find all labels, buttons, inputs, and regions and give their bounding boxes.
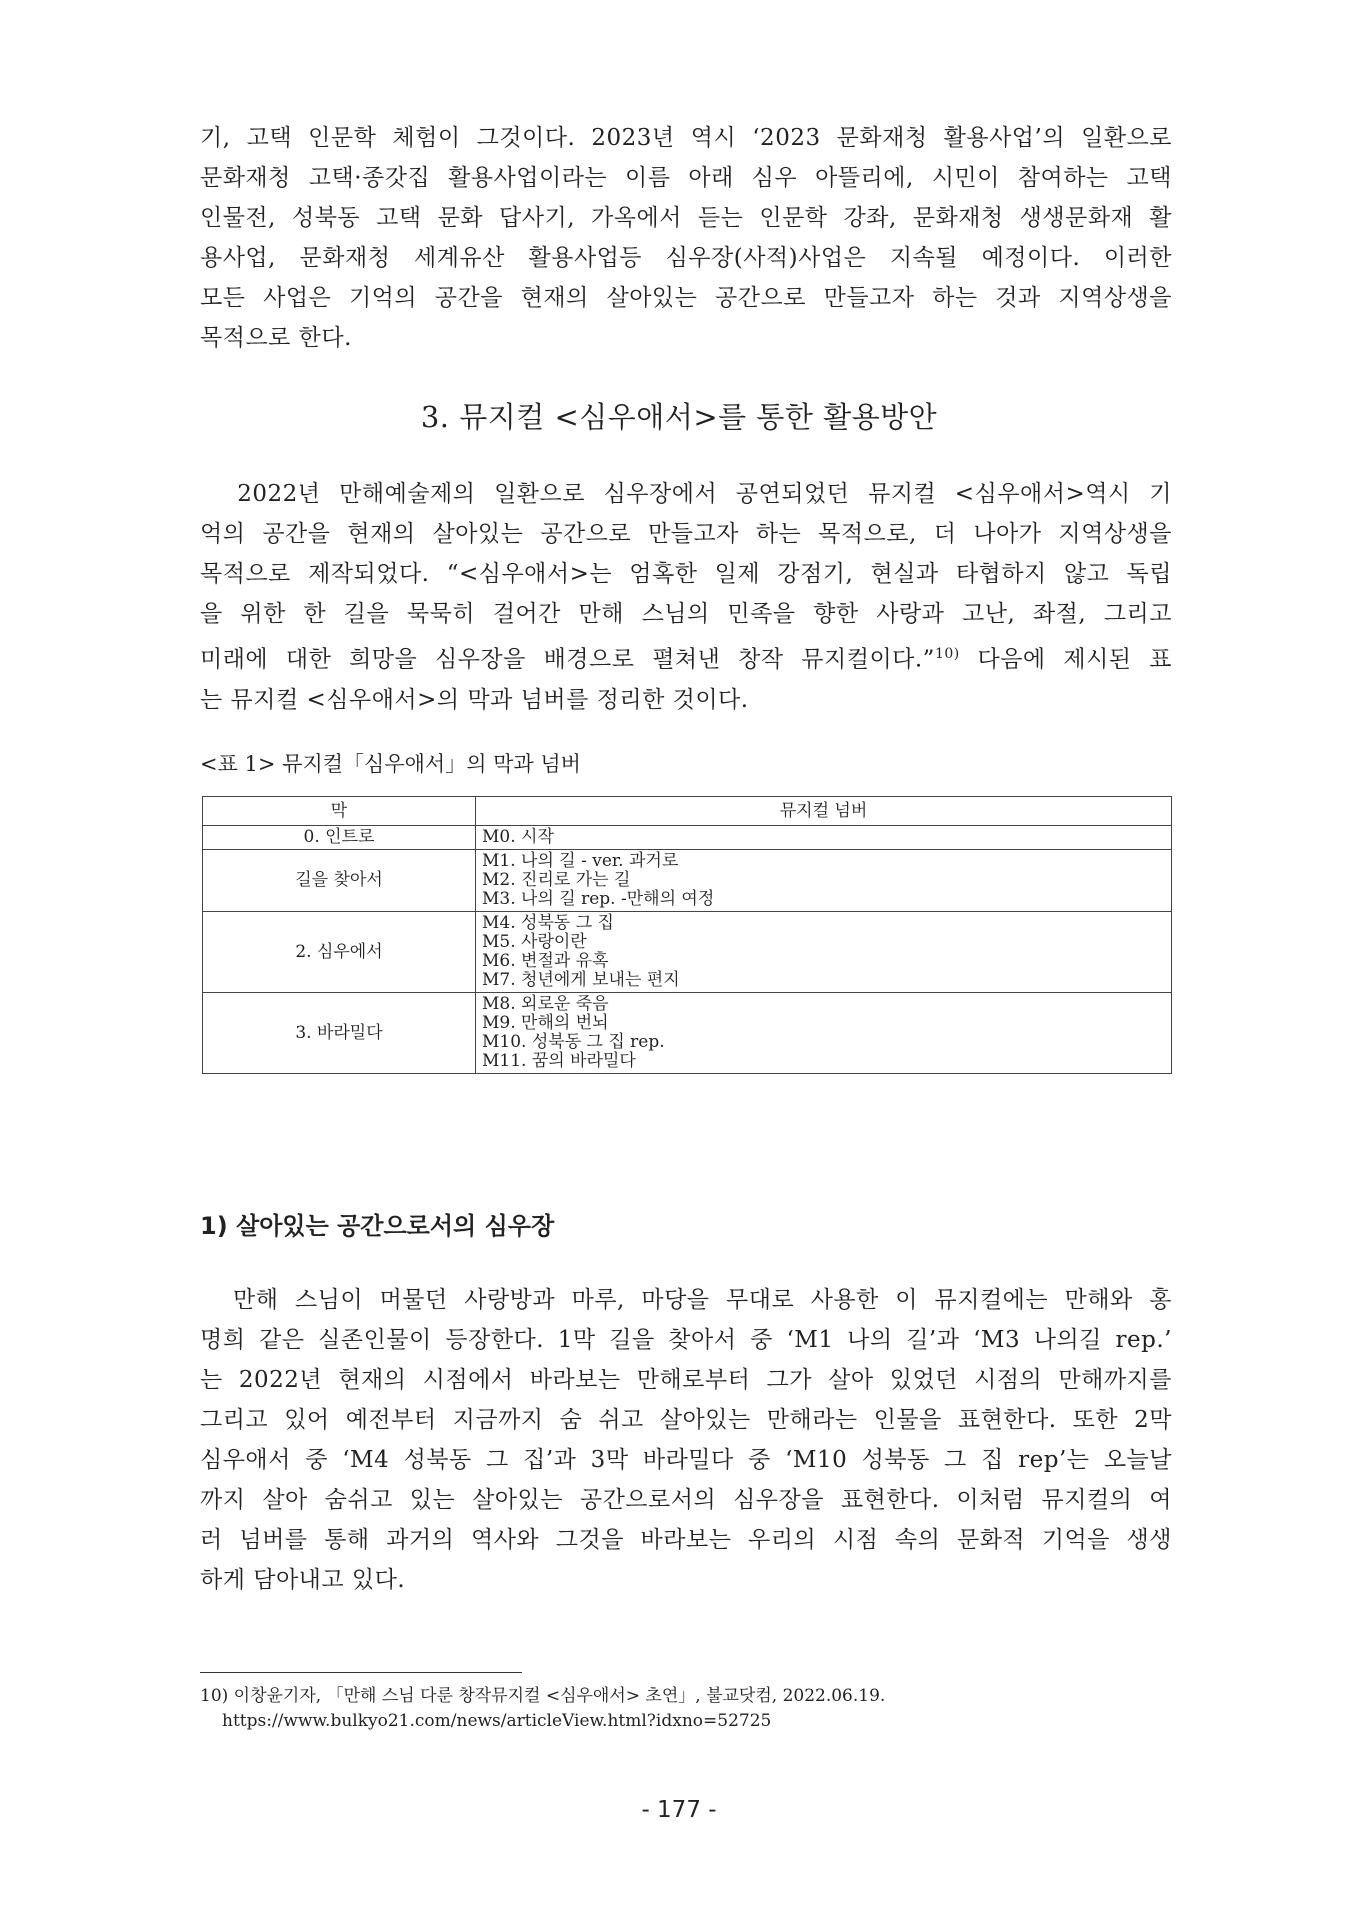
subsection-paragraph — [200, 1280, 1172, 1600]
text-line: 문화재청 고택·종갓집 활용사업이라는 이름 아래 심우 아뜰리에, 시민이 참여하는 고택 — [200, 165, 1172, 191]
number-item: M6. 변절과 유혹 — [482, 951, 609, 971]
number-item: M3. 나의 길 rep. -만해의 여정 — [482, 889, 715, 909]
number-item: M0. 시작 — [482, 827, 554, 847]
act-cell: 3. 바라밀다 — [203, 993, 476, 1074]
number-item: M1. 나의 길 - ver. 과거로 — [482, 851, 679, 871]
header-numbers: 뮤지컬 넘버 — [476, 797, 1172, 826]
table-row — [203, 993, 1172, 1074]
text-line: 목적으로 한다. — [200, 325, 352, 351]
text-line: 을 위한 한 길을 묵묵히 걸어간 만해 스님의 민족을 향한 사랑과 고난, 좌절, 그리고 — [200, 601, 1172, 627]
table-row — [203, 850, 1172, 912]
footnote — [200, 1684, 1180, 1734]
number-item: M7. 청년에게 보내는 편지 — [482, 970, 680, 990]
numbers-cell — [476, 912, 1172, 993]
subsection-heading: 1) 살아있는 공간으로서의 심우장 — [200, 1212, 555, 1240]
number-item: M8. 외로운 죽음 — [482, 994, 609, 1014]
line-tail: 다음에 제시된 표 — [959, 646, 1172, 673]
text-line: 하게 담아내고 있다. — [200, 1567, 406, 1593]
table-caption: <표 1> 뮤지컬「심우애서」의 막과 넘버 — [200, 752, 581, 776]
footnote-text: 10) 이창윤기자, 「만해 스님 다룬 창작뮤지컬 <심우애서> 초연」, 불교닷컴, 2022.06.19. — [200, 1686, 886, 1706]
text-line: 러 넘버를 통해 과거의 역사와 그것을 바라보는 우리의 시점 속의 문화적 기억을 생생 — [200, 1527, 1172, 1553]
text-line: 명희 같은 실존인물이 등장한다. 1막 길을 찾아서 중 ‘M1 나의 길’과 ‘M3 나의길 rep.’ — [200, 1327, 1172, 1353]
text-line: 기, 고택 인문학 체험이 그것이다. 2023년 역시 ‘2023 문화재청 활용사업’의 일환으로 — [200, 125, 1172, 151]
numbers-cell — [476, 826, 1172, 850]
header-act: 막 — [203, 797, 476, 826]
intro-paragraph — [200, 118, 1172, 358]
text-line: 모든 사업은 기억의 공간을 현재의 살아있는 공간으로 만들고자 하는 것과 지역상생을 — [200, 285, 1172, 311]
text-line: 는 2022년 현재의 시점에서 바라보는 만해로부터 그가 살아 있었던 시점의 만해까지를 — [200, 1367, 1172, 1393]
text-line: 2022년 만해예술제의 일환으로 심우장에서 공연되었던 뮤지컬 <심우애서>역시 기 — [200, 481, 1172, 507]
numbers-cell — [476, 993, 1172, 1074]
text-line: 심우애서 중 ‘M4 성북동 그 집’과 3막 바라밀다 중 ‘M10 성북동 그 집 rep’는 오늘날 — [200, 1447, 1172, 1473]
act-cell: 0. 인트로 — [203, 826, 476, 850]
table-row — [203, 826, 1172, 850]
text-line-with-footnote — [200, 634, 1172, 680]
text-line: 인물전, 성북동 고택 문화 답사기, 가옥에서 듣는 인문학 강좌, 문화재청 생생문화재 활 — [200, 205, 1172, 231]
table-row — [203, 912, 1172, 993]
text-line: 억의 공간을 현재의 살아있는 공간으로 만들고자 하는 목적으로, 더 나아가 지역상생을 — [200, 521, 1172, 547]
text-line: 만해 스님이 머물던 사랑방과 마루, 마당을 무대로 사용한 이 뮤지컬에는 만해와 홍 — [200, 1287, 1172, 1313]
text-line: 목적으로 제작되었다. “<심우애서>는 엄혹한 일제 강점기, 현실과 타협하지 않고 독립 — [200, 561, 1172, 587]
number-item: M9. 만해의 번뇌 — [482, 1013, 609, 1033]
number-item: M4. 성북동 그 집 — [482, 913, 614, 933]
number-item: M2. 진리로 가는 길 — [482, 870, 631, 890]
text-line: 그리고 있어 예전부터 지금까지 숨 쉬고 살아있는 만해라는 인물을 표현한다. 또한 2막 — [200, 1407, 1172, 1433]
text-line: 는 뮤지컬 <심우애서>의 막과 넘버를 정리한 것이다. — [200, 686, 749, 713]
footnote-url[interactable]: https://www.bulkyo21.com/news/articleView.html?idxno=52725 — [222, 1711, 772, 1731]
text-line: 까지 살아 숨쉬고 있는 살아있는 공간으로서의 심우장을 표현한다. 이처럼 뮤지컬의 여 — [200, 1487, 1172, 1513]
act-cell: 길을 찾아서 — [203, 850, 476, 912]
quote-text: 미래에 대한 희망을 심우장을 배경으로 펼쳐낸 창작 뮤지컬이다.” — [200, 646, 935, 673]
footnote-marker[interactable]: 10) — [934, 646, 960, 662]
number-item: M10. 성북동 그 집 rep. — [482, 1032, 665, 1052]
numbers-cell — [476, 850, 1172, 912]
acts-table — [202, 796, 1172, 1074]
number-item: M11. 꿈의 바라밀다 — [482, 1051, 636, 1071]
footnote-divider — [200, 1672, 522, 1673]
section-paragraph — [200, 474, 1172, 720]
act-cell: 2. 심우에서 — [203, 912, 476, 993]
number-item: M5. 사랑이란 — [482, 932, 587, 952]
section-heading: 3. 뮤지컬 <심우애서>를 통한 활용방안 — [420, 400, 938, 434]
page-number: - 177 - — [641, 1797, 717, 1823]
text-line: 용사업, 문화재청 세계유산 활용사업등 심우장(사적)사업은 지속될 예정이다. 이러한 — [200, 245, 1172, 271]
table-header-row — [203, 797, 1172, 826]
